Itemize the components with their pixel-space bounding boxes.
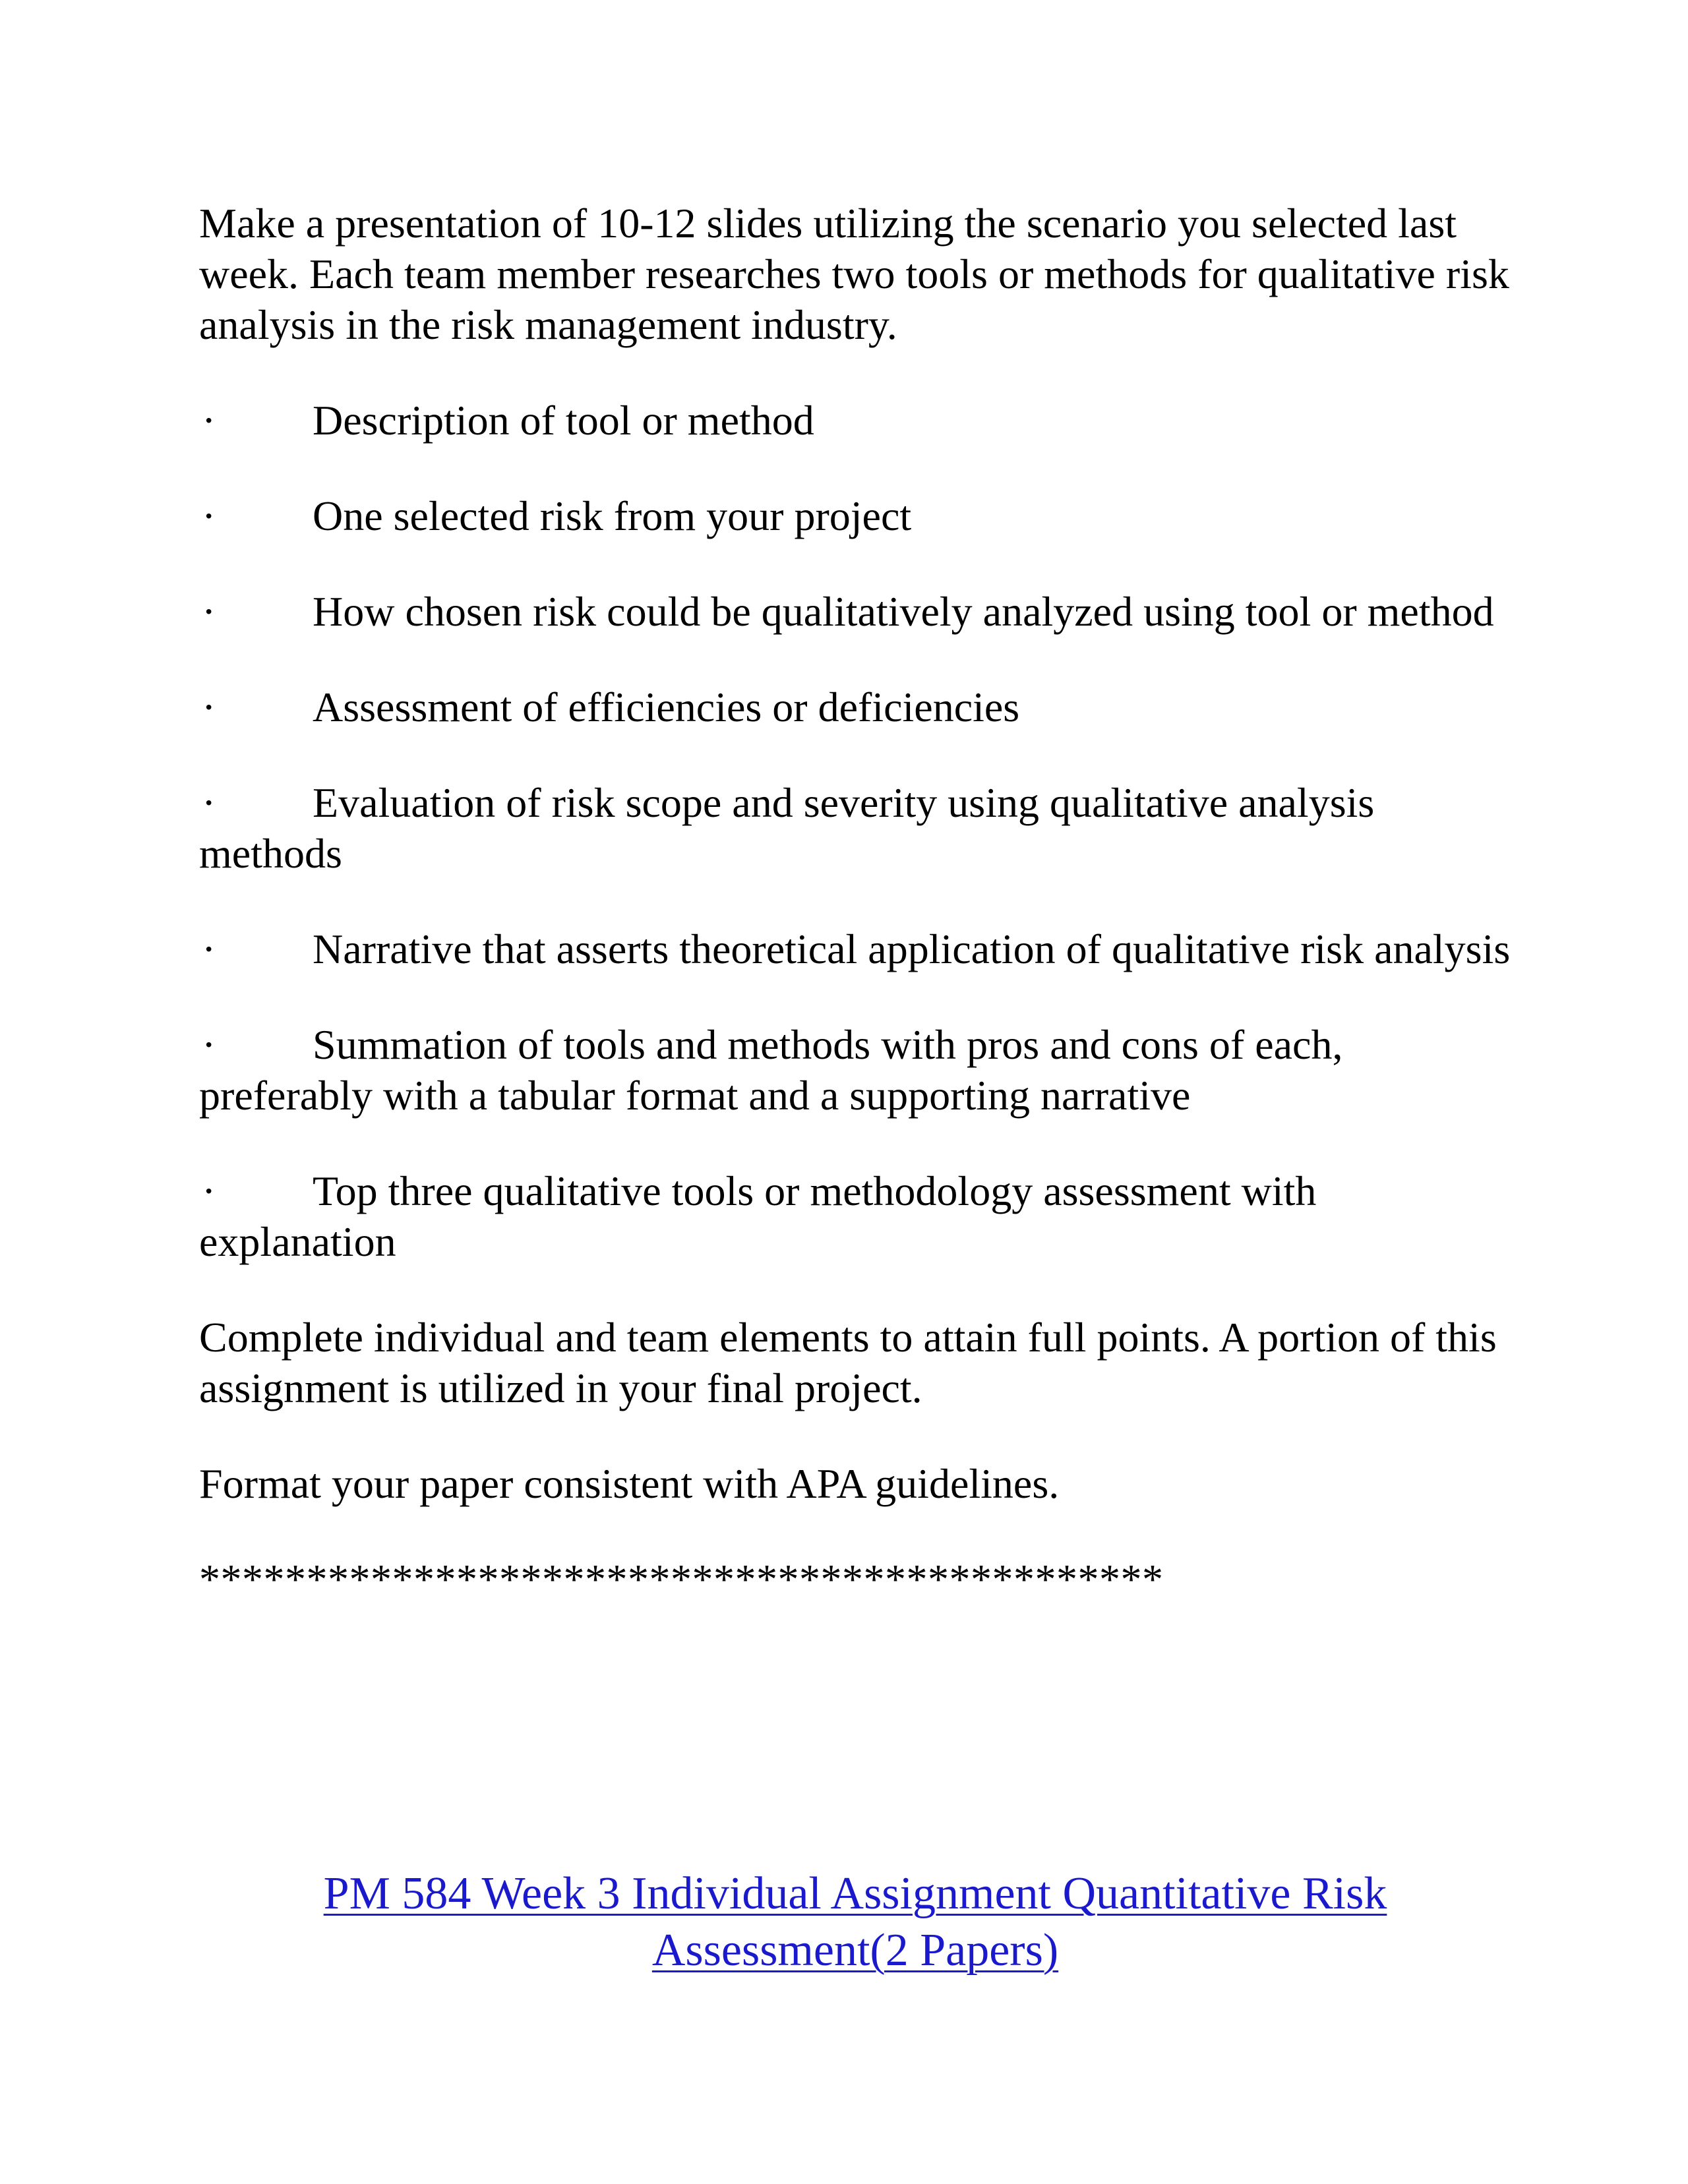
- bullet-text: Top three qualitative tools or methodology assessment with explanation: [199, 1167, 1317, 1265]
- bullet-text: How chosen risk could be qualitatively analyzed using tool or method: [313, 588, 1494, 635]
- bullet-item: [199, 924, 1511, 974]
- format-paragraph: Format your paper consistent with APA guidelines.: [199, 1460, 1060, 1507]
- bullet-item: [199, 682, 1511, 732]
- completion-paragraph: Complete individual and team elements to attain full points. A portion of this assignment is utilized in your final project.: [199, 1314, 1497, 1411]
- related-assignment-link-block: [199, 1866, 1511, 1979]
- bullet-item: [199, 777, 1511, 879]
- bullet-text: Description of tool or method: [313, 397, 814, 444]
- bullet-text: Summation of tools and methods with pros and cons of each, preferably with a tabular format and a supporting narrative: [199, 1021, 1343, 1119]
- bullet-dot: ·: [202, 926, 216, 972]
- bullet-dot: ·: [202, 397, 216, 444]
- bullet-list: [199, 395, 1511, 1267]
- bullet-dot: ·: [202, 779, 216, 826]
- bullet-text: Evaluation of risk scope and severity using qualitative analysis methods: [199, 779, 1375, 877]
- bullet-dot: ·: [202, 1021, 216, 1068]
- link-line-2: Assessment(2 Papers): [651, 1925, 1059, 1976]
- bullet-item: [199, 586, 1511, 637]
- bullet-dot: ·: [202, 492, 216, 539]
- bullet-item: [199, 490, 1511, 541]
- separator-line: *********************************************: [199, 1556, 1164, 1603]
- bullet-item: [199, 1019, 1511, 1121]
- bullet-item: [199, 395, 1511, 446]
- related-assignment-link[interactable]: [324, 1868, 1387, 1976]
- document-body: [199, 198, 1511, 1605]
- bullet-dot: ·: [202, 588, 216, 635]
- intro-paragraph: Make a presentation of 10-12 slides utilizing the scenario you selected last week. Each team member researches two tools or methods for qualitative risk analysis in the risk management industry.: [199, 200, 1509, 348]
- bullet-text: One selected risk from your project: [313, 492, 912, 539]
- link-line-1: PM 584 Week 3 Individual Assignment Quantitative Risk: [323, 1868, 1387, 1919]
- bullet-dot: ·: [202, 684, 216, 730]
- bullet-text: Narrative that asserts theoretical application of qualitative risk analysis: [313, 926, 1511, 972]
- bullet-item: [199, 1166, 1511, 1267]
- bullet-dot: ·: [202, 1167, 216, 1214]
- bullet-text: Assessment of efficiencies or deficiencies: [313, 684, 1020, 730]
